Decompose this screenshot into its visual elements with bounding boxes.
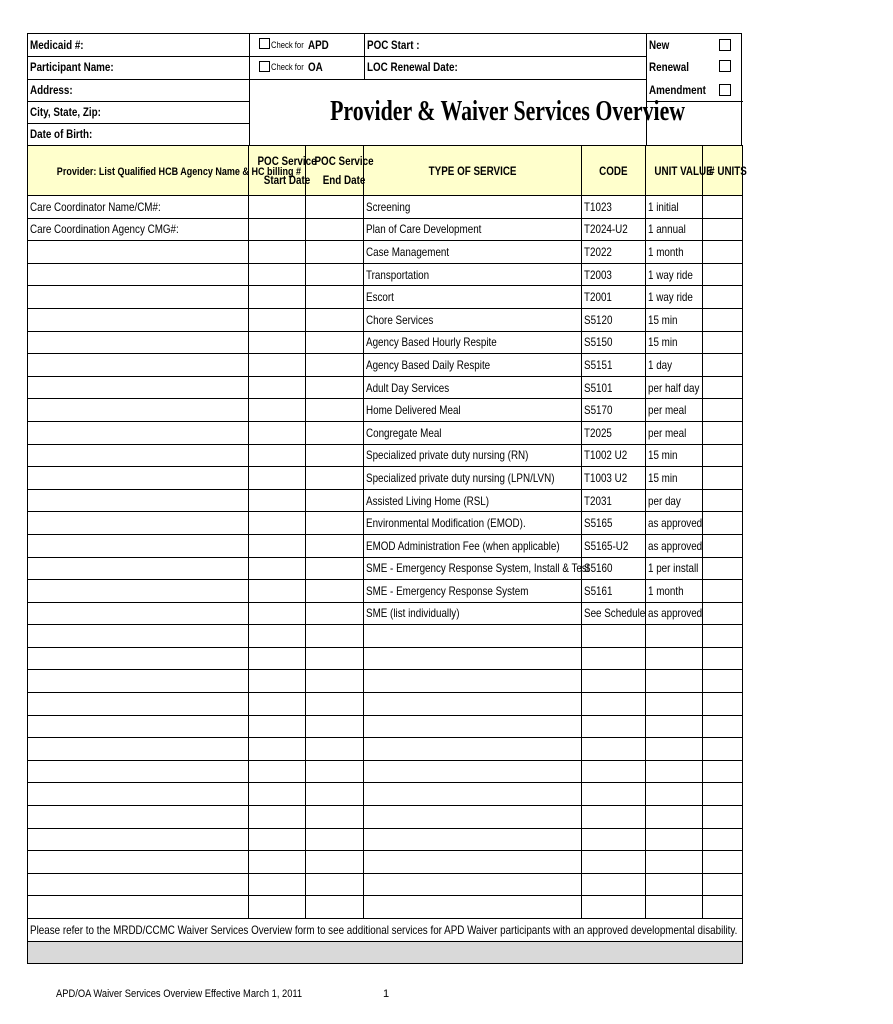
date-of-birth-label: Date of Birth:: [30, 127, 93, 141]
apd-label: APD: [308, 38, 329, 52]
units-cell[interactable]: [703, 806, 743, 829]
code-cell: S5165: [582, 512, 646, 535]
end-date-cell[interactable]: [306, 534, 364, 557]
end-date-cell[interactable]: [306, 828, 364, 851]
units-cell[interactable]: [703, 693, 743, 716]
service-cell: [364, 806, 582, 829]
start-date-cell[interactable]: [249, 602, 306, 625]
unit-value-cell: [646, 738, 703, 761]
units-cell[interactable]: [703, 625, 743, 648]
unit-value-cell: 1 per install: [646, 557, 703, 580]
provider-cell: [28, 828, 249, 851]
provider-cell: [28, 806, 249, 829]
service-cell: [364, 715, 582, 738]
start-date-cell[interactable]: [249, 444, 306, 467]
units-cell[interactable]: [703, 828, 743, 851]
start-date-column-header: POC Service Start Date: [249, 146, 306, 196]
start-date-cell[interactable]: [249, 286, 306, 309]
provider-cell: [28, 760, 249, 783]
unit-value-cell: [646, 806, 703, 829]
city-state-zip-label: City, State, Zip:: [30, 105, 101, 119]
code-column-header: CODE: [582, 146, 646, 196]
table-row: [28, 738, 743, 761]
start-date-cell[interactable]: [249, 467, 306, 490]
units-cell[interactable]: [703, 196, 743, 219]
table-row: [28, 376, 743, 399]
code-cell: [582, 670, 646, 693]
unit-value-cell: as approved: [646, 512, 703, 535]
units-cell[interactable]: [703, 783, 743, 806]
unit-value-cell: [646, 715, 703, 738]
provider-cell: [28, 489, 249, 512]
unit-value-cell: 1 day: [646, 354, 703, 377]
poc-start-label: POC Start :: [367, 38, 420, 52]
provider-cell: [28, 354, 249, 377]
end-date-cell[interactable]: [306, 896, 364, 919]
end-date-cell[interactable]: [306, 263, 364, 286]
table-row: [28, 873, 743, 896]
service-cell: [364, 783, 582, 806]
unit-value-cell: 1 month: [646, 580, 703, 603]
form-title: Provider & Waiver Services Overview: [330, 96, 686, 127]
service-cell: [364, 647, 582, 670]
service-cell: [364, 851, 582, 874]
start-date-cell[interactable]: [249, 693, 306, 716]
units-cell[interactable]: [703, 308, 743, 331]
table-row: [28, 557, 743, 580]
units-cell[interactable]: [703, 376, 743, 399]
provider-cell: [28, 670, 249, 693]
form-header: [27, 33, 742, 145]
unit-value-cell: 1 initial: [646, 196, 703, 219]
unit-value-cell: [646, 851, 703, 874]
provider-cell: [28, 421, 249, 444]
end-date-cell[interactable]: [306, 286, 364, 309]
participant-name-label: Participant Name:: [30, 60, 114, 74]
start-date-cell[interactable]: [249, 376, 306, 399]
units-cell[interactable]: [703, 286, 743, 309]
service-cell: [364, 896, 582, 919]
units-cell[interactable]: [703, 580, 743, 603]
end-date-cell[interactable]: [306, 647, 364, 670]
start-date-cell[interactable]: [249, 715, 306, 738]
units-cell[interactable]: [703, 602, 743, 625]
code-cell: T1003 U2: [582, 467, 646, 490]
unit-value-cell: [646, 783, 703, 806]
start-date-cell[interactable]: [249, 218, 306, 241]
provider-cell: [28, 534, 249, 557]
provider-cell: [28, 625, 249, 648]
unit-value-cell: [646, 670, 703, 693]
provider-cell: [28, 467, 249, 490]
table-row: [28, 760, 743, 783]
table-row: [28, 828, 743, 851]
provider-cell: [28, 693, 249, 716]
service-cell: [364, 873, 582, 896]
units-cell[interactable]: [703, 467, 743, 490]
table-row: [28, 896, 743, 919]
table-row: [28, 602, 743, 625]
unit-value-cell: [646, 760, 703, 783]
end-date-cell[interactable]: [306, 489, 364, 512]
end-date-cell[interactable]: [306, 241, 364, 264]
oa-checkbox[interactable]: [259, 61, 270, 72]
service-cell: SME (list individually): [364, 602, 582, 625]
renewal-checkbox[interactable]: [719, 60, 731, 72]
units-cell[interactable]: [703, 647, 743, 670]
code-cell: S5170: [582, 399, 646, 422]
code-cell: S5101: [582, 376, 646, 399]
renewal-label: Renewal: [649, 60, 689, 74]
end-date-cell[interactable]: [306, 580, 364, 603]
service-cell: [364, 760, 582, 783]
provider-cell: [28, 783, 249, 806]
provider-cell: [28, 851, 249, 874]
service-cell: EMOD Administration Fee (when applicable): [364, 534, 582, 557]
unit-value-cell: per meal: [646, 399, 703, 422]
units-cell[interactable]: [703, 512, 743, 535]
provider-cell: [28, 647, 249, 670]
provider-cell: [28, 602, 249, 625]
start-date-cell[interactable]: [249, 738, 306, 761]
units-cell[interactable]: [703, 331, 743, 354]
table-row: [28, 851, 743, 874]
table-row: [28, 693, 743, 716]
start-date-cell[interactable]: [249, 625, 306, 648]
service-cell: Agency Based Daily Respite: [364, 354, 582, 377]
start-date-cell[interactable]: [249, 331, 306, 354]
end-date-cell[interactable]: [306, 376, 364, 399]
code-cell: [582, 851, 646, 874]
unit-value-cell: 1 way ride: [646, 286, 703, 309]
table-row: [28, 806, 743, 829]
provider-cell: [28, 376, 249, 399]
units-cell[interactable]: [703, 241, 743, 264]
code-cell: S5150: [582, 331, 646, 354]
end-date-cell[interactable]: [306, 421, 364, 444]
provider-cell: [28, 263, 249, 286]
start-date-cell[interactable]: [249, 354, 306, 377]
units-column-header: # UNITS: [703, 146, 743, 196]
units-cell[interactable]: [703, 873, 743, 896]
start-date-cell[interactable]: [249, 580, 306, 603]
code-cell: [582, 738, 646, 761]
check-for-apd-label: Check for: [271, 40, 304, 50]
start-date-cell[interactable]: [249, 557, 306, 580]
units-cell[interactable]: [703, 444, 743, 467]
table-row: [28, 218, 743, 241]
provider-cell: [28, 557, 249, 580]
service-cell: [364, 693, 582, 716]
unit-value-cell: 1 month: [646, 241, 703, 264]
table-row: [28, 331, 743, 354]
end-date-cell[interactable]: [306, 851, 364, 874]
table-row: [28, 286, 743, 309]
code-cell: T2031: [582, 489, 646, 512]
note-cell: Please refer to the MRDD/CCMC Waiver Services Overview form to see additional services for APD Waiver participants with an approved developmental disability.: [28, 919, 743, 942]
start-date-cell[interactable]: [249, 896, 306, 919]
units-cell[interactable]: [703, 354, 743, 377]
table-row: [28, 421, 743, 444]
unit-value-cell: [646, 896, 703, 919]
end-date-column-header: POC Service End Date: [306, 146, 364, 196]
unit-value-cell: [646, 693, 703, 716]
unit-value-cell: 15 min: [646, 308, 703, 331]
check-for-oa-label: Check for: [271, 62, 304, 72]
service-cell: Assisted Living Home (RSL): [364, 489, 582, 512]
provider-cell: [28, 444, 249, 467]
table-row: [28, 647, 743, 670]
service-cell: Home Delivered Meal: [364, 399, 582, 422]
end-date-cell[interactable]: [306, 783, 364, 806]
end-date-cell[interactable]: [306, 715, 364, 738]
units-cell[interactable]: [703, 557, 743, 580]
new-label: New: [649, 38, 670, 52]
unit-value-cell: [646, 828, 703, 851]
code-cell: T2022: [582, 241, 646, 264]
end-date-cell[interactable]: [306, 331, 364, 354]
service-cell: SME - Emergency Response System, Install & Test: [364, 557, 582, 580]
table-row: [28, 399, 743, 422]
code-cell: See Schedule: [582, 602, 646, 625]
service-cell: [364, 670, 582, 693]
provider-cell: [28, 896, 249, 919]
service-cell: Case Management: [364, 241, 582, 264]
service-cell: SME - Emergency Response System: [364, 580, 582, 603]
end-date-cell[interactable]: [306, 196, 364, 219]
service-cell: Transportation: [364, 263, 582, 286]
code-cell: T2025: [582, 421, 646, 444]
end-date-cell[interactable]: [306, 308, 364, 331]
units-cell[interactable]: [703, 421, 743, 444]
gray-row: [28, 941, 743, 964]
start-date-cell[interactable]: [249, 421, 306, 444]
table-row: [28, 534, 743, 557]
units-cell[interactable]: [703, 896, 743, 919]
start-date-cell[interactable]: [249, 783, 306, 806]
table-row: [28, 263, 743, 286]
service-cell: Chore Services: [364, 308, 582, 331]
code-cell: T1002 U2: [582, 444, 646, 467]
end-date-cell[interactable]: [306, 873, 364, 896]
start-date-cell[interactable]: [249, 806, 306, 829]
start-date-cell[interactable]: [249, 399, 306, 422]
footer-text: APD/OA Waiver Services Overview Effective March 1, 2011: [56, 988, 303, 1000]
end-date-cell[interactable]: [306, 354, 364, 377]
services-table: [27, 145, 747, 964]
amendment-label: Amendment: [649, 83, 706, 97]
service-cell: Adult Day Services: [364, 376, 582, 399]
code-cell: T2001: [582, 286, 646, 309]
code-cell: [582, 873, 646, 896]
units-cell[interactable]: [703, 715, 743, 738]
table-row: [28, 580, 743, 603]
page-number: 1: [383, 988, 390, 1000]
service-cell: Escort: [364, 286, 582, 309]
provider-cell: Care Coordination Agency CMG#:: [28, 218, 249, 241]
start-date-cell[interactable]: [249, 647, 306, 670]
provider-cell: [28, 738, 249, 761]
oa-label: OA: [308, 60, 323, 74]
unit-value-cell: per meal: [646, 421, 703, 444]
code-cell: [582, 760, 646, 783]
end-date-cell[interactable]: [306, 399, 364, 422]
table-row: [28, 467, 743, 490]
end-date-cell[interactable]: [306, 602, 364, 625]
form-page: [27, 33, 747, 964]
service-cell: [364, 738, 582, 761]
service-cell: Agency Based Hourly Respite: [364, 331, 582, 354]
start-date-cell[interactable]: [249, 196, 306, 219]
code-cell: [582, 828, 646, 851]
end-date-cell[interactable]: [306, 467, 364, 490]
code-cell: [582, 647, 646, 670]
service-cell: Plan of Care Development: [364, 218, 582, 241]
address-label: Address:: [30, 83, 73, 97]
code-cell: S5160: [582, 557, 646, 580]
unit-value-cell: 1 annual: [646, 218, 703, 241]
table-row: [28, 625, 743, 648]
new-checkbox[interactable]: [719, 39, 731, 51]
provider-cell: [28, 580, 249, 603]
units-cell[interactable]: [703, 218, 743, 241]
provider-cell: Care Coordinator Name/CM#:: [28, 196, 249, 219]
code-cell: [582, 806, 646, 829]
start-date-cell[interactable]: [249, 241, 306, 264]
start-date-cell[interactable]: [249, 670, 306, 693]
end-date-cell[interactable]: [306, 738, 364, 761]
end-date-cell[interactable]: [306, 557, 364, 580]
start-date-cell[interactable]: [249, 851, 306, 874]
table-row: [28, 783, 743, 806]
end-date-cell[interactable]: [306, 806, 364, 829]
table-header-row: [28, 146, 743, 196]
provider-cell: [28, 241, 249, 264]
code-cell: [582, 783, 646, 806]
provider-cell: [28, 399, 249, 422]
code-cell: T1023: [582, 196, 646, 219]
unit-value-column-header: UNIT VALUE: [646, 146, 703, 196]
end-date-cell[interactable]: [306, 218, 364, 241]
apd-checkbox[interactable]: [259, 38, 270, 49]
units-cell[interactable]: [703, 851, 743, 874]
table-row: [28, 196, 743, 219]
service-cell: [364, 625, 582, 648]
unit-value-cell: 15 min: [646, 331, 703, 354]
code-cell: S5161: [582, 580, 646, 603]
code-cell: S5165-U2: [582, 534, 646, 557]
code-cell: [582, 896, 646, 919]
units-cell[interactable]: [703, 670, 743, 693]
unit-value-cell: [646, 647, 703, 670]
code-cell: T2024-U2: [582, 218, 646, 241]
note-row: [28, 919, 743, 942]
provider-cell: [28, 286, 249, 309]
code-cell: S5120: [582, 308, 646, 331]
loc-renewal-date-label: LOC Renewal Date:: [367, 60, 458, 74]
provider-cell: [28, 873, 249, 896]
start-date-cell[interactable]: [249, 760, 306, 783]
units-cell[interactable]: [703, 489, 743, 512]
code-cell: [582, 693, 646, 716]
table-row: [28, 354, 743, 377]
service-cell: Environmental Modification (EMOD).: [364, 512, 582, 535]
medicaid-label: Medicaid #:: [30, 38, 84, 52]
units-cell[interactable]: [703, 760, 743, 783]
code-cell: [582, 625, 646, 648]
start-date-cell[interactable]: [249, 263, 306, 286]
unit-value-cell: as approved: [646, 534, 703, 557]
table-row: [28, 670, 743, 693]
start-date-cell[interactable]: [249, 873, 306, 896]
end-date-cell[interactable]: [306, 693, 364, 716]
start-date-cell[interactable]: [249, 828, 306, 851]
table-row: [28, 308, 743, 331]
service-cell: [364, 828, 582, 851]
start-date-cell[interactable]: [249, 489, 306, 512]
end-date-cell[interactable]: [306, 512, 364, 535]
table-row: [28, 241, 743, 264]
start-date-cell[interactable]: [249, 534, 306, 557]
units-cell[interactable]: [703, 534, 743, 557]
start-date-cell[interactable]: [249, 308, 306, 331]
table-row: [28, 512, 743, 535]
table-row: [28, 444, 743, 467]
unit-value-cell: as approved: [646, 602, 703, 625]
unit-value-cell: 1 way ride: [646, 263, 703, 286]
units-cell[interactable]: [703, 263, 743, 286]
unit-value-cell: 15 min: [646, 467, 703, 490]
service-cell: Screening: [364, 196, 582, 219]
unit-value-cell: per half day: [646, 376, 703, 399]
service-cell: Specialized private duty nursing (LPN/LVN): [364, 467, 582, 490]
provider-cell: [28, 308, 249, 331]
provider-cell: [28, 331, 249, 354]
end-date-cell[interactable]: [306, 760, 364, 783]
start-date-cell[interactable]: [249, 512, 306, 535]
unit-value-cell: [646, 873, 703, 896]
table-row: [28, 715, 743, 738]
table-row: [28, 489, 743, 512]
unit-value-cell: [646, 625, 703, 648]
service-cell: Specialized private duty nursing (RN): [364, 444, 582, 467]
service-cell: Congregate Meal: [364, 421, 582, 444]
provider-column-header: Provider: List Qualified HCB Agency Name & HC billing #: [28, 146, 249, 196]
end-date-cell[interactable]: [306, 625, 364, 648]
code-cell: T2003: [582, 263, 646, 286]
code-cell: [582, 715, 646, 738]
amendment-checkbox[interactable]: [719, 84, 731, 96]
units-cell[interactable]: [703, 738, 743, 761]
code-cell: S5151: [582, 354, 646, 377]
type-of-service-column-header: TYPE OF SERVICE: [364, 146, 582, 196]
end-date-cell[interactable]: [306, 444, 364, 467]
unit-value-cell: per day: [646, 489, 703, 512]
unit-value-cell: 15 min: [646, 444, 703, 467]
end-date-cell[interactable]: [306, 670, 364, 693]
provider-cell: [28, 715, 249, 738]
units-cell[interactable]: [703, 399, 743, 422]
provider-cell: [28, 512, 249, 535]
